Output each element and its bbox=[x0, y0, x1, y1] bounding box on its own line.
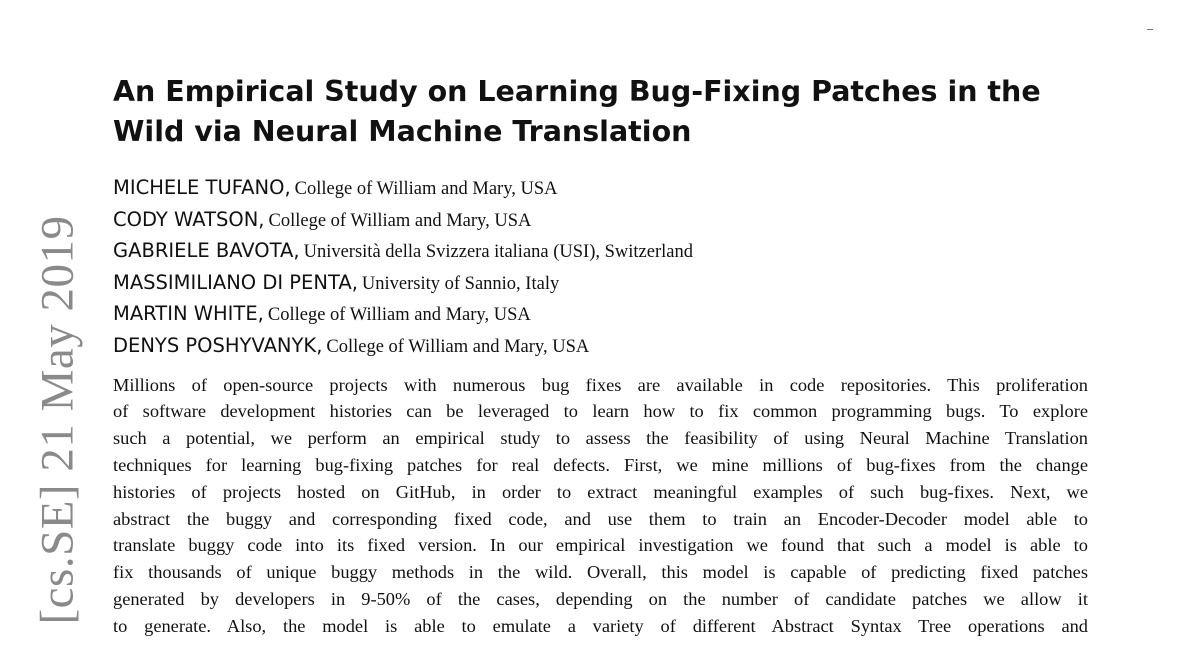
author-entry bbox=[113, 172, 1088, 204]
arxiv-margin-stamp: [cs.SE] 21 May 2019 bbox=[31, 215, 84, 625]
author-affiliation: College of William and Mary, USA bbox=[294, 179, 558, 199]
author-affiliation: College of William and Mary, USA bbox=[326, 336, 590, 357]
abstract-line: translate buggy code into its fixed version. In our empirical investigation we found that such a model is able to bbox=[113, 535, 1088, 556]
abstract-line: to generate. Also, the model is able to emulate a variety of different Abstract Syntax Tree operations and bbox=[113, 615, 1088, 636]
abstract-line: generated by developers in 9-50% of the cases, depending on the number of candidate patches we allow it bbox=[113, 588, 1088, 609]
author-entry bbox=[113, 330, 1088, 362]
abstract-line: histories of projects hosted on GitHub, in order to extract meaningful examples of such bug-fixes. Next, we bbox=[113, 481, 1088, 502]
abstract-line: techniques for learning bug-fixing patches for real defects. First, we mine millions of bug-fixes from the change bbox=[113, 454, 1088, 475]
author-name: DENYS POSHYVANYK, bbox=[113, 333, 323, 357]
author-name: MICHELE TUFANO, bbox=[113, 176, 291, 199]
abstract-line: Millions of open-source projects with numerous bug fixes are available in code repositories. This proliferation bbox=[113, 374, 1088, 395]
author-affiliation: College of William and Mary, USA bbox=[267, 305, 531, 326]
abstract-line: of software development histories can be leveraged to learn how to fix common programming bugs. To explore bbox=[113, 401, 1088, 422]
author-affiliation: College of William and Mary, USA bbox=[268, 210, 532, 231]
abstract-line: such a potential, we perform an empirical study to assess the feasibility of using Neural Machine Translation bbox=[113, 428, 1088, 449]
title-line: An Empirical Study on Learning Bug-Fixing Patches in the bbox=[113, 75, 1041, 108]
abstract bbox=[113, 372, 1088, 640]
author-entry bbox=[113, 267, 1088, 299]
author-list bbox=[113, 172, 1088, 362]
author-entry bbox=[113, 235, 1088, 267]
author-name: GABRIELE BAVOTA, bbox=[113, 239, 300, 263]
author-affiliation: University of Sannio, Italy bbox=[361, 273, 560, 294]
author-name: CODY WATSON, bbox=[113, 207, 265, 231]
page-edge-mark bbox=[1147, 29, 1153, 30]
abstract-line: fix thousands of unique buggy methods in the wild. Overall, this model is capable of predicting fixed patches bbox=[113, 562, 1088, 583]
author-affiliation: Università della Svizzera italiana (USI), Switzerland bbox=[303, 242, 693, 263]
author-entry bbox=[113, 298, 1088, 330]
author-name: MARTIN WHITE, bbox=[113, 302, 264, 326]
paper-first-page bbox=[113, 72, 1088, 640]
paper-title bbox=[113, 72, 1088, 152]
author-entry bbox=[113, 204, 1088, 236]
title-line: Wild via Neural Machine Translation bbox=[113, 115, 692, 148]
author-name: MASSIMILIANO DI PENTA, bbox=[113, 270, 358, 294]
abstract-line: abstract the buggy and corresponding fixed code, and use them to train an Encoder-Decoder model able to bbox=[113, 508, 1088, 529]
